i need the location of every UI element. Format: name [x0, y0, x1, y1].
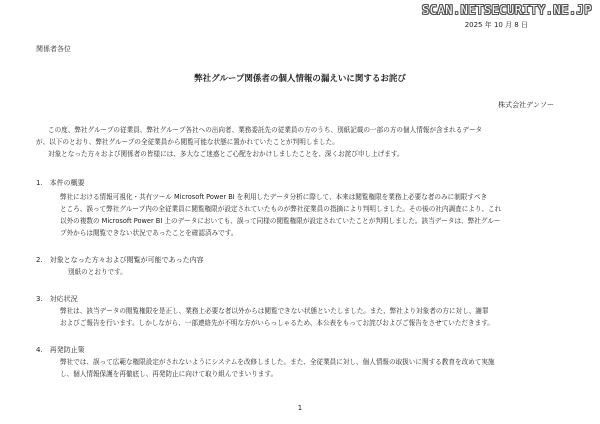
section-line: 以外の複数の Microsoft Power BI 上のデータにおいても、誤って同様の閲覧権限が設定されていたことが判明しました。該当データは、弊社グルー — [60, 217, 501, 225]
document-title: 弊社グループ関係者の個人情報の漏えいに関するお詫び — [194, 74, 406, 84]
intro-line: が、以下のとおり、弊社グループの全従業員から閲覧可能な状態に置かれていたことが判明しました。 — [36, 138, 339, 146]
document-date: 2025 年 10 月 8 日 — [464, 21, 528, 29]
section-line: し、個人情報保護を再徹底し、再発防止に向けて取り組んでまいります。 — [60, 370, 278, 378]
section-line: 弊社は、該当データの閲覧権限を是正し、業務上必要な者以外からは閲覧できない状態といたしました。また、弊社より対象者の方に対し、謝罪 — [60, 307, 489, 315]
section-line: 弊社では、誤って広範な権限設定がされないようにシステムを改修しました。また、全従業員に対し、個人情報の取扱いに関する教育を改めて実施 — [60, 358, 495, 366]
section-line: およびご報告を行います。しかしながら、一部連絡先が不明な方がいらっしゃるため、本公表をもってお詫びおよびご報告をさせていただきます。 — [60, 319, 494, 327]
section-line: 弊社における情報可視化・共有ツール Microsoft Power BI を利用したデータ分析に際して、本来は閲覧権限を業務上必要な者のみに制限すべき — [60, 193, 488, 201]
section-heading-response: 3. 対応状況 — [36, 295, 78, 303]
section-heading-overview: 1. 本件の概要 — [36, 179, 85, 187]
section-heading-affected: 2. 対象となった方々および閲覧が可能であった内容 — [36, 256, 204, 264]
section-line: プ外からは閲覧できない状況であったことを確認済みです。 — [60, 229, 238, 237]
addressee: 関係者各位 — [36, 45, 71, 53]
company-name: 株式会社デンソー — [498, 101, 554, 109]
page-number: 1 — [297, 404, 303, 412]
intro-line: この度、弊社グループの従業員、弊社グループ各社への出向者、業務委託先の従業員の方のうち、別紙記載の一部の方の個人情報が含まれるデータ — [48, 126, 483, 134]
site-watermark: SCAN.NETSECURITY.NE.JP — [422, 3, 592, 17]
section-line: 別紙のとおりです。 — [68, 268, 127, 276]
section-line: ところ、誤って弊社グループ内の全従業員に閲覧権限が設定されていたものが弊社従業員の指摘により判明しました。その後の社内調査により、これ — [60, 205, 502, 213]
section-heading-prevention: 4. 再発防止策 — [36, 346, 85, 354]
intro-line: 対象となった方々および関係者の皆様には、多大なご迷惑とご心配をおかけしましたことを、深くお詫び申し上げます。 — [48, 150, 404, 158]
